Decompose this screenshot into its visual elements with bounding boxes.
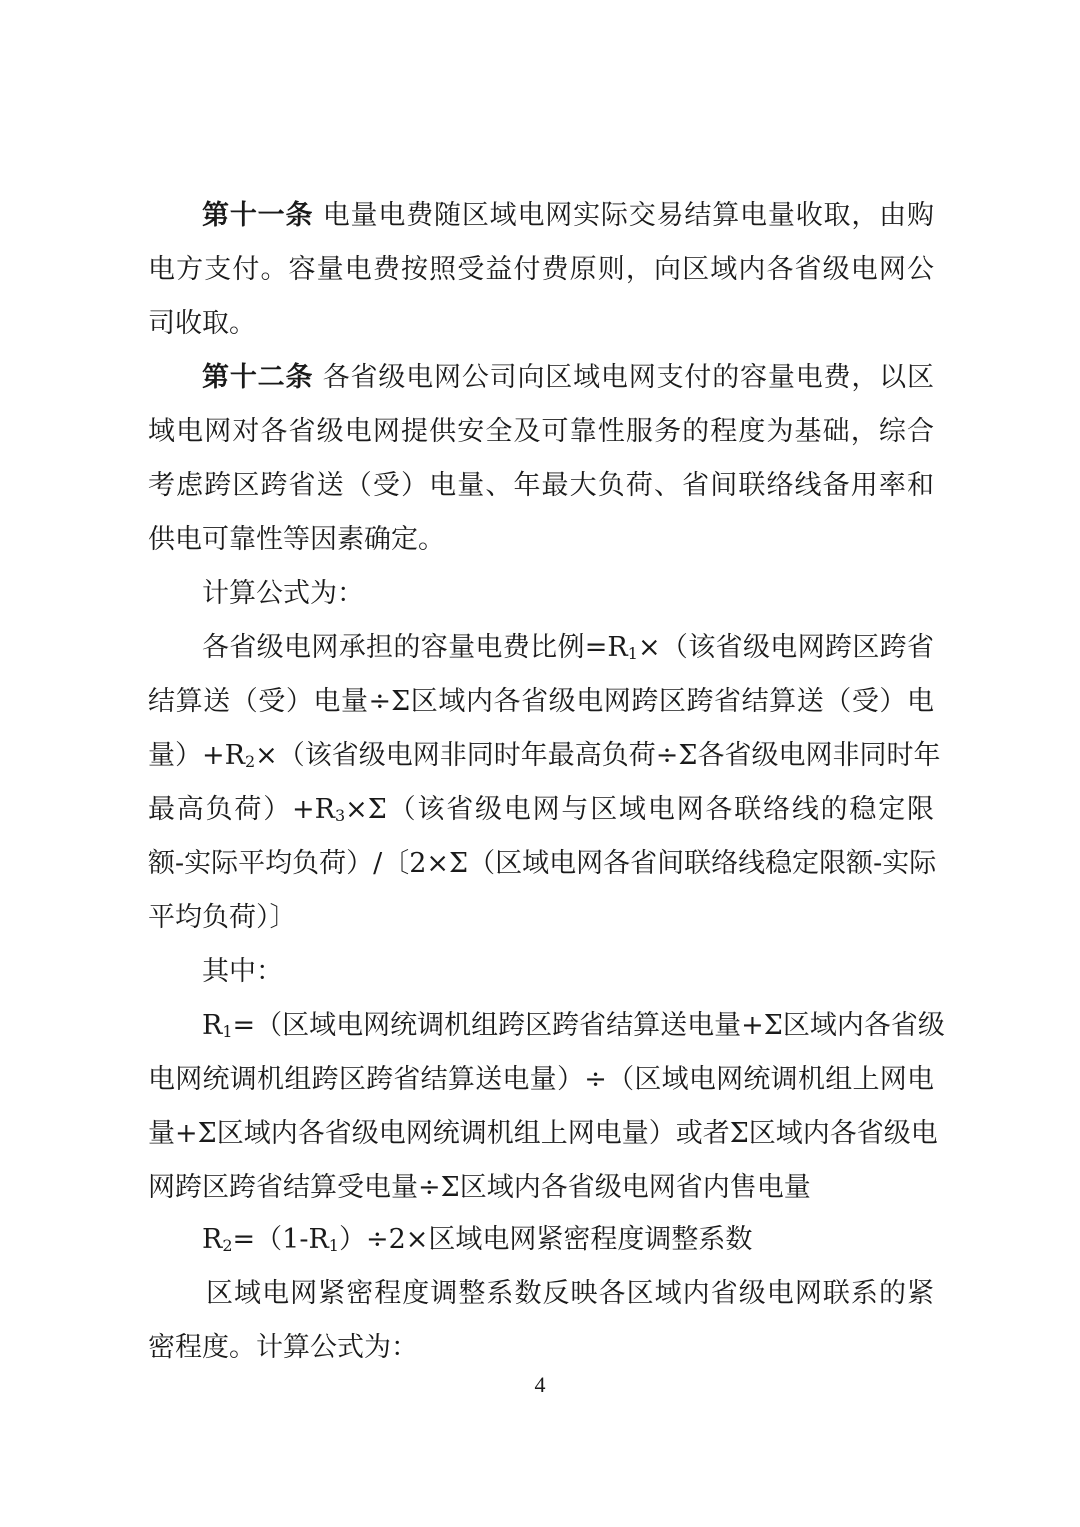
r1-symbol: R (202, 1010, 223, 1041)
formula-line-1 (202, 628, 934, 668)
article-11-line-3: 司收取。 (148, 308, 256, 339)
r2-line (202, 1220, 752, 1260)
article-12-heading: 第十二条 (202, 362, 314, 393)
formula-line-2: 结算送（受）电量÷Σ区域内各省级电网跨区跨省结算送（受）电 (148, 686, 934, 717)
coef-line-1: 区域电网紧密程度调整系数反映各区域内省级电网联系的紧 (206, 1278, 934, 1309)
where-label: 其中： (202, 956, 283, 987)
r2-symbol: R (202, 1224, 223, 1255)
r1-line-1 (202, 1006, 945, 1046)
formula-line-3-a: 量）+R (148, 740, 245, 771)
formula-r2-subscript: 2 (244, 752, 256, 771)
r2-text-b: ）÷2×区域电网紧密程度调整系数 (338, 1224, 753, 1255)
formula-line-1-a: 各省级电网承担的容量电费比例=R (202, 632, 628, 663)
coef-line-2: 密程度。计算公式为： (148, 1332, 418, 1363)
article-11-line-2: 电方支付。容量电费按照受益付费原则，向区域内各省级电网公 (148, 254, 934, 285)
r1-line-3: 量+Σ区域内各省级电网统调机组上网电量）或者Σ区域内各省级电 (148, 1118, 938, 1149)
article-12-line-1 (202, 358, 934, 398)
r1-line-2: 电网统调机组跨区跨省结算送电量）÷（区域电网统调机组上网电 (148, 1064, 934, 1095)
formula-line-1-b: ×（该省级电网跨区跨省 (637, 632, 935, 663)
formula-r3-subscript: 3 (334, 806, 346, 825)
article-11-line-1 (202, 196, 934, 236)
formula-line-5: 额-实际平均负荷）/〔2×Σ（区域电网各省间联络线稳定限额-实际 (148, 848, 937, 879)
article-12-line-3: 考虑跨区跨省送（受）电量、年最大负荷、省间联络线备用率和 (148, 470, 934, 501)
formula-r1-subscript: 1 (627, 644, 638, 663)
r1-line-1-text: =（区域电网统调机组跨区跨省结算送电量+Σ区域内各省级 (232, 1010, 945, 1041)
r2-r1-subscript: 1 (328, 1236, 339, 1255)
article-12-text-1: 各省级电网公司向区域电网支付的容量电费，以区 (322, 362, 934, 393)
article-12-line-4: 供电可靠性等因素确定。 (148, 524, 445, 555)
r1-subscript: 1 (222, 1022, 233, 1041)
r1-line-4: 网跨区跨省结算受电量÷Σ区域内各省级电网省内售电量 (148, 1172, 811, 1203)
page-number: 4 (534, 1372, 546, 1397)
formula-line-6: 平均负荷）〕 (148, 902, 297, 933)
article-11-heading: 第十一条 (202, 200, 314, 231)
r2-text-a: =（1-R (232, 1224, 329, 1255)
formula-line-4 (148, 790, 934, 830)
formula-intro: 计算公式为： (202, 578, 364, 609)
r2-subscript: 2 (222, 1236, 233, 1255)
article-11-text-1: 电量电费随区域电网实际交易结算电量收取，由购 (322, 200, 934, 231)
formula-line-4-b: ×Σ（该省级电网与区域电网各联络线的稳定限 (345, 794, 935, 825)
formula-line-3-b: ×（该省级电网非同时年最高负荷÷Σ各省级电网非同时年 (255, 740, 941, 771)
formula-line-4-a: 最高负荷）+R (148, 794, 335, 825)
article-12-line-2: 域电网对各省级电网提供安全及可靠性服务的程度为基础，综合 (148, 416, 934, 447)
formula-line-3 (148, 736, 941, 776)
